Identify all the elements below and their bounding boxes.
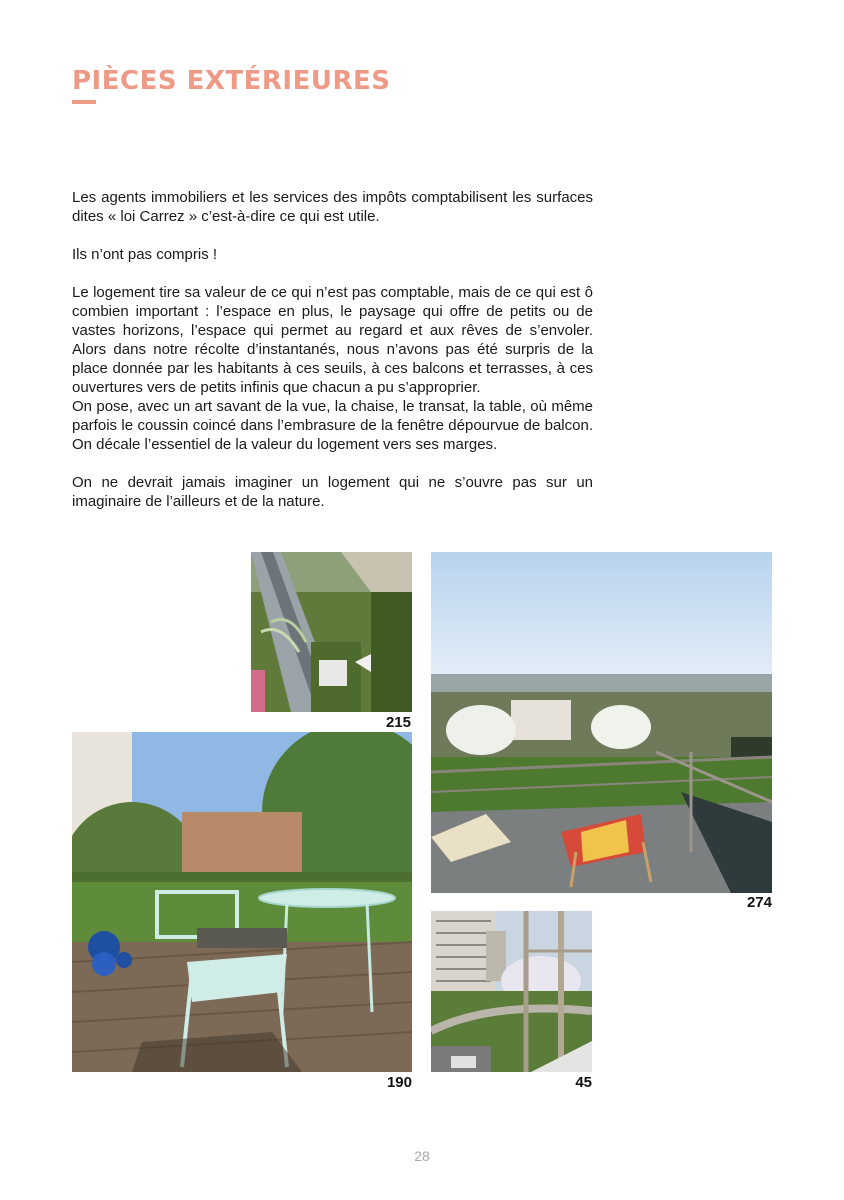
title-underline — [72, 100, 96, 104]
photo-caption-274: 274 — [746, 894, 772, 911]
body-text — [72, 188, 593, 511]
paragraph-1: Les agents immobiliers et les services des impôts comptabilisent les surfaces dites « loi Carrez » c’est-à-dire ce qui est utile. — [72, 189, 593, 225]
photo-caption-215: 215 — [385, 714, 411, 731]
paragraph-3: Le logement tire sa valeur de ce qui n’est pas comptable, mais de ce qui est ô combien important : l’espace en plus, le paysage qui offre de petits ou de vastes horizons, l’espace qui permet au regard et aux rêves de s’envoler. Alors dans notre récolte d’instantanés, nous n’avons pas été surpris de la place donnée par les habitants à ces seuils, à ces balcons et terrasses, à ces ouvertures vers de petits infinis que chacun a pu s’approprier. — [72, 284, 593, 396]
photo-balcony-planter — [251, 552, 412, 712]
photo-balcony-towers — [431, 911, 592, 1072]
paragraph-4: On pose, avec un art savant de la vue, la chaise, le transat, la table, où même parfois le coussin coincé dans l’embrasure de la fenêtre dépourvue de balcon. On décale l’essentiel de la valeur du logement vers ses marges. — [72, 398, 593, 453]
photo-terrace-view — [431, 552, 772, 893]
photo-garden-terrace — [72, 732, 412, 1072]
photo-caption-45: 45 — [575, 1074, 592, 1091]
photo-caption-190: 190 — [386, 1074, 412, 1091]
page-title: PIÈCES EXTÉRIEURES — [72, 66, 391, 96]
page-number: 28 — [414, 1148, 430, 1164]
paragraph-5: On ne devrait jamais imaginer un logement qui ne s’ouvre pas sur un imaginaire de l’ailleurs et de la nature. — [72, 474, 593, 510]
paragraph-2: Ils n’ont pas compris ! — [72, 246, 218, 263]
